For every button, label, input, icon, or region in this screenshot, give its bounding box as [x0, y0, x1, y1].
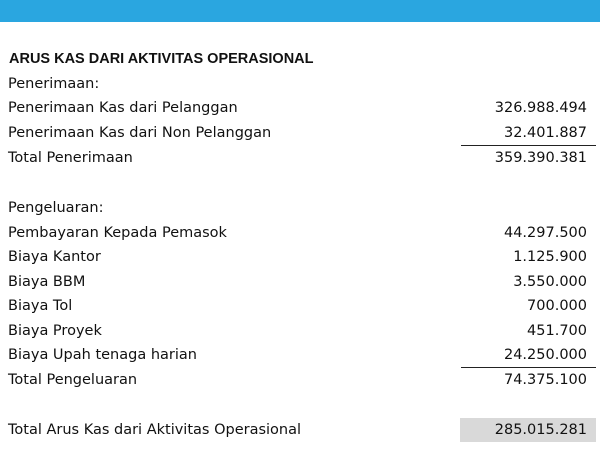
- row-value: 32.401.887: [503, 125, 587, 141]
- table-row: [0, 319, 600, 343]
- row-value: 44.297.500: [503, 225, 587, 241]
- receipts-heading: Penerimaan:: [8, 76, 100, 92]
- section-title-row: [0, 47, 600, 71]
- row-value: 24.250.000: [503, 347, 587, 363]
- section-title: ARUS KAS DARI AKTIVITAS OPERASIONAL: [9, 51, 314, 67]
- table-row: [0, 294, 600, 318]
- receipts-heading-row: [0, 72, 600, 96]
- row-label: Biaya Proyek: [8, 323, 102, 339]
- table-row: [0, 270, 600, 294]
- table-row: [0, 96, 600, 120]
- grand-total-row: [0, 418, 600, 442]
- table-row: [0, 245, 600, 269]
- grand-total-label: Total Arus Kas dari Aktivitas Operasional: [8, 422, 302, 438]
- table-row: [0, 221, 600, 245]
- receipts-total-label: Total Penerimaan: [8, 150, 133, 166]
- row-value: 700.000: [527, 298, 587, 314]
- row-value: 326.988.494: [494, 100, 587, 116]
- row-label: Pembayaran Kepada Pemasok: [8, 225, 227, 241]
- row-label: Penerimaan Kas dari Non Pelanggan: [8, 125, 272, 141]
- row-value: 451.700: [527, 323, 587, 339]
- row-label: Biaya Upah tenaga harian: [8, 347, 197, 363]
- expenses-heading: Pengeluaran:: [8, 200, 104, 216]
- expenses-total-label: Total Pengeluaran: [8, 372, 138, 388]
- row-label: Penerimaan Kas dari Pelanggan: [8, 100, 238, 116]
- table-row: [0, 343, 600, 367]
- receipts-total-row: [0, 146, 600, 170]
- row-label: Biaya BBM: [8, 274, 86, 290]
- row-value: 3.550.000: [513, 274, 587, 290]
- expenses-total-row: [0, 368, 600, 392]
- row-value: 1.125.900: [513, 249, 587, 265]
- grand-total-value: 285.015.281: [494, 422, 587, 438]
- expenses-total-value: 74.375.100: [503, 372, 587, 388]
- row-label: Biaya Kantor: [8, 249, 101, 265]
- receipts-total-value: 359.390.381: [494, 150, 587, 166]
- expenses-heading-row: [0, 196, 600, 220]
- table-row: [0, 121, 600, 145]
- row-label: Biaya Tol: [8, 298, 73, 314]
